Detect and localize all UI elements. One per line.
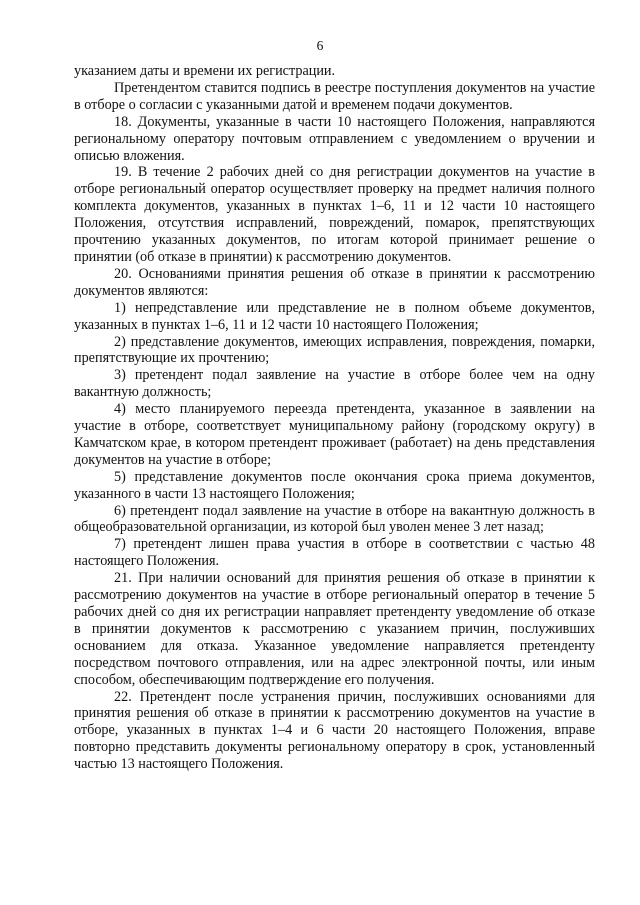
document-body xyxy=(74,63,595,773)
paragraph-20: 20. Основаниями принятия решения об отказе в принятии к рассмотрению документов являются: xyxy=(74,265,595,299)
paragraph-22: 22. Претендент после устранения причин, послуживших основаниями для принятия решения об отказе в принятии к рассмотрению документов на участие в отборе, указанных в пунктах 1–4 и 6 части 20 настоящего Положения, вправе повторно представить документы региональному оператору в срок, установленный частью 13 настоящего Положения. xyxy=(74,688,595,773)
list-item-20-1: 1) непредставление или представление не в полном объеме документов, указанных в пунктах 1–6, 11 и 12 части 10 настоящего Положения; xyxy=(74,299,595,333)
paragraph-continuation: указанием даты и времени их регистрации. xyxy=(74,63,336,79)
paragraph-signature-note: Претендентом ставится подпись в реестре поступления документов на участие в отборе о согласии с указанными датой и временем подачи документов. xyxy=(74,79,595,113)
list-item-20-6: 6) претендент подал заявление на участие в отборе на вакантную должность в общеобразовательной организации, из которой был уволен менее 3 лет назад; xyxy=(74,502,595,536)
page-number: 6 xyxy=(316,38,324,53)
list-item-20-5: 5) представление документов после окончания срока приема документов, указанного в части 13 настоящего Положения; xyxy=(74,468,595,502)
paragraph-18: 18. Документы, указанные в части 10 настоящего Положения, направляются региональному оператору почтовым отправлением с уведомлением о вручении и описью вложения. xyxy=(74,113,595,164)
paragraph-19: 19. В течение 2 рабочих дней со дня регистрации документов на участие в отборе региональный оператор осуществляет проверку на предмет наличия полного комплекта документов, указанных в пунктах 1–6, 11 и 12 части 10 настоящего Положения, отсутствия исправлений, повреждений, помарок, препятствующих прочтению указанных документов, по итогам которой принимает решение о принятии (об отказе в принятии) к рассмотрению документов. xyxy=(74,164,595,265)
list-item-20-3: 3) претендент подал заявление на участие в отборе более чем на одну вакантную должность; xyxy=(74,367,595,401)
paragraph-21: 21. При наличии оснований для принятия решения об отказе в принятии к рассмотрению документов на участие в отборе региональный оператор в течение 5 рабочих дней со дня их регистрации направляет претенденту уведомление об отказе в принятии документов к рассмотрению с указанием причин, послуживших основанием для отказа. Указанное уведомление направляется претенденту посредством почтового отправления, или на адрес электронной почты, или иным способом, обеспечивающим подтверждение его получения. xyxy=(74,570,595,688)
list-item-20-7: 7) претендент лишен права участия в отборе в соответствии с частью 48 настоящего Положения. xyxy=(74,536,595,570)
list-item-20-4: 4) место планируемого переезда претендента, указанное в заявлении на участие в отборе, соответствует муниципальному району (городскому округу) в Камчатском крае, в котором претендент проживает (работает) на день представления документов на участие в отборе; xyxy=(74,401,595,468)
list-item-20-2: 2) представление документов, имеющих исправления, повреждения, помарки, препятствующие их прочтению; xyxy=(74,333,595,367)
